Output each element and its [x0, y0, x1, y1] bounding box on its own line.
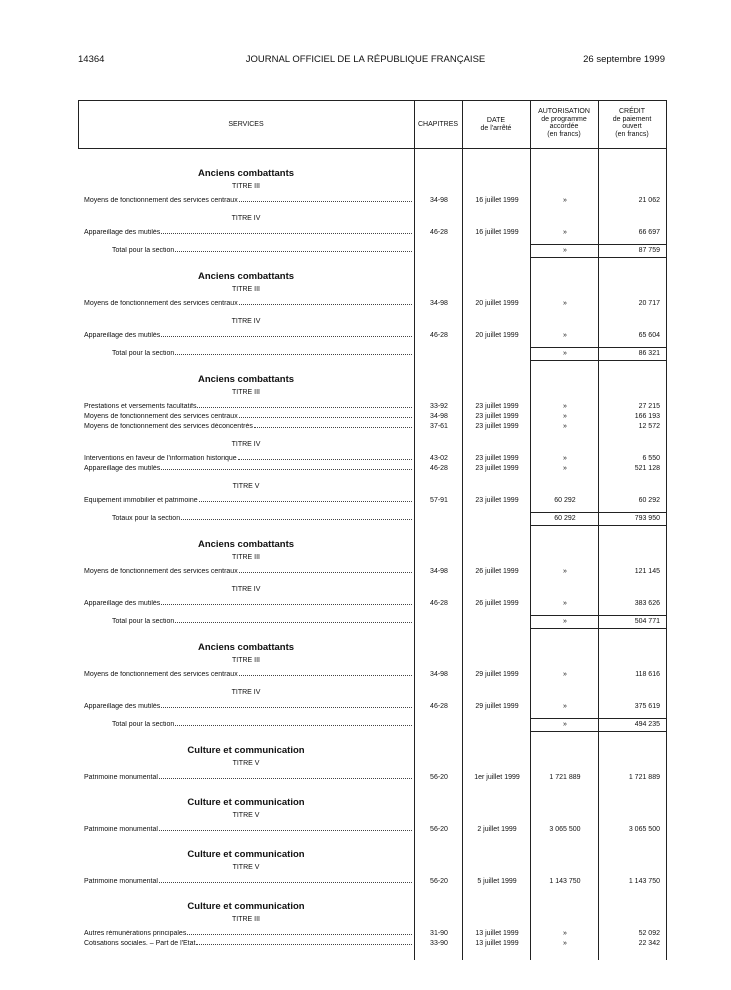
- titre-label: TITRE III: [232, 286, 260, 293]
- total-rule: [530, 718, 666, 719]
- credit-cell: 87 759: [638, 247, 660, 254]
- chapitre-cell: 46-28: [430, 600, 448, 607]
- credit-cell: 166 193: [634, 413, 660, 420]
- total-row-label: [112, 350, 412, 357]
- date-cell: 13 juillet 1999: [475, 930, 519, 937]
- credit-cell: 375 619: [634, 703, 660, 710]
- service-row: [84, 332, 412, 339]
- date-cell: 13 juillet 1999: [475, 940, 519, 947]
- credit-cell: 66 697: [638, 229, 660, 236]
- chapitre-cell: 31-90: [430, 930, 448, 937]
- col-header-auth-l2: de programme: [541, 115, 587, 123]
- chapitre-cell: 56-20: [430, 774, 448, 781]
- titre-label: TITRE III: [232, 916, 260, 923]
- leader-dots: [159, 774, 412, 779]
- service-row: [84, 229, 412, 236]
- service-label: Patrimoine monumental: [84, 878, 158, 885]
- col-header-credit: [598, 108, 666, 139]
- service-label: Total pour la section: [112, 247, 175, 254]
- leader-dots: [199, 497, 412, 502]
- leader-dots: [161, 229, 412, 234]
- credit-cell: 121 145: [634, 568, 660, 575]
- credit-cell: 20 717: [638, 300, 660, 307]
- credit-cell: 793 950: [634, 515, 660, 522]
- titre-label: TITRE V: [232, 483, 260, 490]
- date-cell: 23 juillet 1999: [475, 423, 519, 430]
- credit-cell: 494 235: [634, 721, 660, 728]
- service-label: Appareillage des mutilés: [84, 229, 161, 236]
- section-title: Culture et communication: [187, 745, 305, 756]
- leader-dots: [254, 423, 412, 428]
- service-label: Patrimoine monumental: [84, 774, 158, 781]
- service-row: [84, 930, 412, 937]
- section-title: Culture et communication: [187, 901, 305, 912]
- service-label: Cotisations sociales. – Part de l'Etat: [84, 940, 196, 947]
- autorisation-cell: »: [563, 403, 567, 410]
- leader-dots: [159, 826, 412, 831]
- total-row-label: [112, 247, 412, 254]
- chapitre-cell: 56-20: [430, 878, 448, 885]
- credit-cell: 3 065 500: [628, 826, 660, 833]
- journal-title: JOURNAL OFFICIEL DE LA RÉPUBLIQUE FRANÇAISE: [245, 54, 486, 65]
- chapitre-cell: 33-92: [430, 403, 448, 410]
- date-cell: 29 juillet 1999: [475, 703, 519, 710]
- service-label: Moyens de fonctionnement des services centraux: [84, 568, 238, 575]
- service-label: Prestations et versements facultatifs: [84, 403, 197, 410]
- leader-dots: [161, 600, 412, 605]
- date-cell: 2 juillet 1999: [477, 826, 517, 833]
- chapitre-cell: 34-98: [430, 413, 448, 420]
- credit-cell: 60 292: [638, 497, 660, 504]
- autorisation-cell: »: [563, 465, 567, 472]
- date-cell: 20 juillet 1999: [475, 300, 519, 307]
- section-title: Anciens combattants: [197, 271, 295, 282]
- header-bottom-rule: [78, 148, 666, 149]
- chapitre-cell: 46-28: [430, 465, 448, 472]
- autorisation-cell: »: [563, 568, 567, 575]
- chapitre-cell: 34-98: [430, 568, 448, 575]
- service-row: [84, 826, 412, 833]
- credit-cell: 521 128: [634, 465, 660, 472]
- autorisation-cell: »: [563, 350, 567, 357]
- chapitre-cell: 33-90: [430, 940, 448, 947]
- service-label: Equipement immobilier et patrimoine: [84, 497, 198, 504]
- issue-date: 26 septembre 1999: [583, 54, 665, 65]
- leader-dots: [175, 721, 412, 726]
- total-row-label: [112, 618, 412, 625]
- total-bottom-rule: [530, 525, 666, 526]
- leader-dots: [187, 930, 412, 935]
- credit-cell: 12 572: [638, 423, 660, 430]
- date-cell: 23 juillet 1999: [475, 413, 519, 420]
- total-row-label: [112, 721, 412, 728]
- credit-cell: 86 321: [638, 350, 660, 357]
- credit-cell: 6 550: [642, 455, 660, 462]
- service-row: [84, 413, 412, 420]
- credit-cell: 1 143 750: [628, 878, 660, 885]
- col-header-auth-l1: AUTORISATION: [538, 108, 590, 115]
- total-rule: [530, 347, 666, 348]
- service-label: Moyens de fonctionnement des services centraux: [84, 300, 238, 307]
- autorisation-cell: 3 065 500: [549, 826, 581, 833]
- chapitre-cell: 46-28: [430, 703, 448, 710]
- total-rule: [530, 244, 666, 245]
- service-row: [84, 774, 412, 781]
- service-label: Patrimoine monumental: [84, 826, 158, 833]
- service-row: [84, 671, 412, 678]
- service-row: [84, 403, 412, 410]
- date-cell: 20 juillet 1999: [475, 332, 519, 339]
- total-rule: [530, 512, 666, 513]
- service-row: [84, 197, 412, 204]
- date-cell: 1er juillet 1999: [474, 774, 520, 781]
- autorisation-cell: »: [563, 930, 567, 937]
- service-row: [84, 568, 412, 575]
- date-cell: 5 juillet 1999: [477, 878, 517, 885]
- credit-cell: 383 626: [634, 600, 660, 607]
- leader-dots: [175, 350, 412, 355]
- chapitre-cell: 56-20: [430, 826, 448, 833]
- service-row: [84, 423, 412, 430]
- leader-dots: [161, 332, 412, 337]
- leader-dots: [161, 703, 412, 708]
- leader-dots: [239, 568, 412, 573]
- autorisation-cell: »: [563, 703, 567, 710]
- autorisation-cell: »: [563, 721, 567, 728]
- titre-label: TITRE III: [232, 183, 260, 190]
- leader-dots: [175, 247, 412, 252]
- col-header-cred-l4: (en francs): [615, 131, 649, 139]
- total-bottom-rule: [530, 731, 666, 732]
- total-bottom-rule: [530, 257, 666, 258]
- col-header-date-l1: DATE: [486, 117, 506, 124]
- total-bottom-rule: [530, 628, 666, 629]
- titre-label: TITRE IV: [231, 441, 261, 448]
- autorisation-cell: »: [563, 197, 567, 204]
- chapitre-cell: 46-28: [430, 332, 448, 339]
- col-divider-date: [530, 100, 531, 960]
- service-row: [84, 300, 412, 307]
- titre-label: TITRE IV: [231, 689, 261, 696]
- autorisation-cell: »: [563, 455, 567, 462]
- table-top-rule: [78, 100, 666, 101]
- titre-label: TITRE V: [232, 864, 260, 871]
- chapitre-cell: 34-98: [430, 671, 448, 678]
- autorisation-cell: »: [563, 940, 567, 947]
- credit-cell: 118 616: [635, 671, 660, 678]
- credits-table: [78, 100, 666, 960]
- page-number: 14364: [78, 54, 105, 65]
- leader-dots: [239, 300, 412, 305]
- titre-label: TITRE V: [232, 812, 260, 819]
- service-label: Total pour la section: [112, 721, 175, 728]
- leader-dots: [161, 465, 412, 470]
- date-cell: 26 juillet 1999: [475, 600, 519, 607]
- service-row: [84, 497, 412, 504]
- service-label: Appareillage des mutilés: [84, 332, 161, 339]
- leader-dots: [239, 197, 412, 202]
- titre-label: TITRE III: [232, 554, 260, 561]
- credit-cell: 27 215: [638, 403, 660, 410]
- autorisation-cell: »: [563, 413, 567, 420]
- date-cell: 23 juillet 1999: [475, 403, 519, 410]
- service-label: Total pour la section: [112, 618, 175, 625]
- section-title: Anciens combattants: [197, 168, 295, 179]
- credit-cell: 504 771: [634, 618, 660, 625]
- service-row: [84, 878, 412, 885]
- credit-cell: 52 092: [638, 930, 660, 937]
- service-label: Appareillage des mutilés: [84, 600, 161, 607]
- titre-label: TITRE IV: [231, 586, 261, 593]
- titre-label: TITRE IV: [231, 318, 261, 325]
- col-header-auth-l4: (en francs): [547, 131, 581, 139]
- autorisation-cell: »: [563, 229, 567, 236]
- service-label: Appareillage des mutilés: [84, 703, 161, 710]
- leader-dots: [239, 671, 412, 676]
- autorisation-cell: »: [563, 671, 567, 678]
- col-header-date: [462, 117, 530, 132]
- leader-dots: [238, 455, 412, 460]
- col-header-cred-l1: CRÉDIT: [618, 108, 646, 115]
- service-label: Moyens de fonctionnement des services centraux: [84, 197, 238, 204]
- titre-label: TITRE IV: [231, 215, 261, 222]
- autorisation-cell: »: [563, 300, 567, 307]
- service-label: Autres rémunérations principales: [84, 930, 187, 937]
- table-right-rule: [666, 100, 667, 960]
- titre-label: TITRE V: [232, 760, 260, 767]
- credit-cell: 65 604: [638, 332, 660, 339]
- col-header-cred-l3: ouvert: [622, 123, 642, 131]
- chapitre-cell: 34-98: [430, 197, 448, 204]
- date-cell: 16 juillet 1999: [475, 197, 519, 204]
- col-header-chapitres: CHAPITRES: [417, 121, 459, 128]
- autorisation-cell: »: [563, 600, 567, 607]
- col-header-services: SERVICES: [228, 121, 264, 128]
- service-label: Moyens de fonctionnement des services centraux: [84, 413, 238, 420]
- service-label: Moyens de fonctionnement des services déconcentrés: [84, 423, 253, 430]
- chapitre-cell: 57-91: [430, 497, 448, 504]
- autorisation-cell: »: [563, 247, 567, 254]
- autorisation-cell: 1 721 889: [549, 774, 581, 781]
- chapitre-cell: 43-02: [430, 455, 448, 462]
- titre-label: TITRE III: [232, 389, 260, 396]
- date-cell: 23 juillet 1999: [475, 497, 519, 504]
- section-title: Anciens combattants: [197, 539, 295, 550]
- credit-cell: 22 342: [638, 940, 660, 947]
- service-label: Total pour la section: [112, 350, 175, 357]
- service-row: [84, 940, 412, 947]
- autorisation-cell: »: [563, 618, 567, 625]
- chapitre-cell: 46-28: [430, 229, 448, 236]
- col-divider-chapitres: [462, 100, 463, 960]
- service-label: Totaux pour la section: [112, 515, 181, 522]
- total-rule: [530, 615, 666, 616]
- service-row: [84, 465, 412, 472]
- autorisation-cell: 1 143 750: [549, 878, 581, 885]
- leader-dots: [197, 403, 412, 408]
- service-label: Moyens de fonctionnement des services centraux: [84, 671, 238, 678]
- section-title: Culture et communication: [187, 797, 305, 808]
- date-cell: 29 juillet 1999: [475, 671, 519, 678]
- section-title: Anciens combattants: [197, 374, 295, 385]
- titre-label: TITRE III: [232, 657, 260, 664]
- date-cell: 23 juillet 1999: [475, 465, 519, 472]
- service-row: [84, 455, 412, 462]
- service-label: Interventions en faveur de l'information historique: [84, 455, 237, 462]
- chapitre-cell: 37-61: [430, 423, 448, 430]
- col-header-cred-l2: de paiement: [612, 115, 652, 123]
- credit-cell: 1 721 889: [628, 774, 660, 781]
- leader-dots: [196, 940, 412, 945]
- autorisation-cell: »: [563, 423, 567, 430]
- service-label: Appareillage des mutilés: [84, 465, 161, 472]
- chapitre-cell: 34-98: [430, 300, 448, 307]
- col-header-autorisation: [530, 108, 598, 139]
- date-cell: 23 juillet 1999: [475, 455, 519, 462]
- section-title: Culture et communication: [187, 849, 305, 860]
- col-header-date-l2: de l'arrêté: [480, 124, 512, 132]
- date-cell: 16 juillet 1999: [475, 229, 519, 236]
- leader-dots: [181, 515, 412, 520]
- leader-dots: [175, 618, 412, 623]
- service-row: [84, 703, 412, 710]
- col-header-auth-l3: accordée: [549, 123, 579, 131]
- autorisation-cell: 60 292: [554, 497, 576, 504]
- col-divider-services: [414, 100, 415, 960]
- leader-dots: [239, 413, 412, 418]
- leader-dots: [159, 878, 412, 883]
- col-divider-autorisation: [598, 100, 599, 960]
- total-bottom-rule: [530, 360, 666, 361]
- date-cell: 26 juillet 1999: [475, 568, 519, 575]
- credit-cell: 21 062: [638, 197, 660, 204]
- total-row-label: [112, 515, 412, 522]
- autorisation-cell: 60 292: [554, 515, 576, 522]
- service-row: [84, 600, 412, 607]
- section-title: Anciens combattants: [197, 642, 295, 653]
- autorisation-cell: »: [563, 332, 567, 339]
